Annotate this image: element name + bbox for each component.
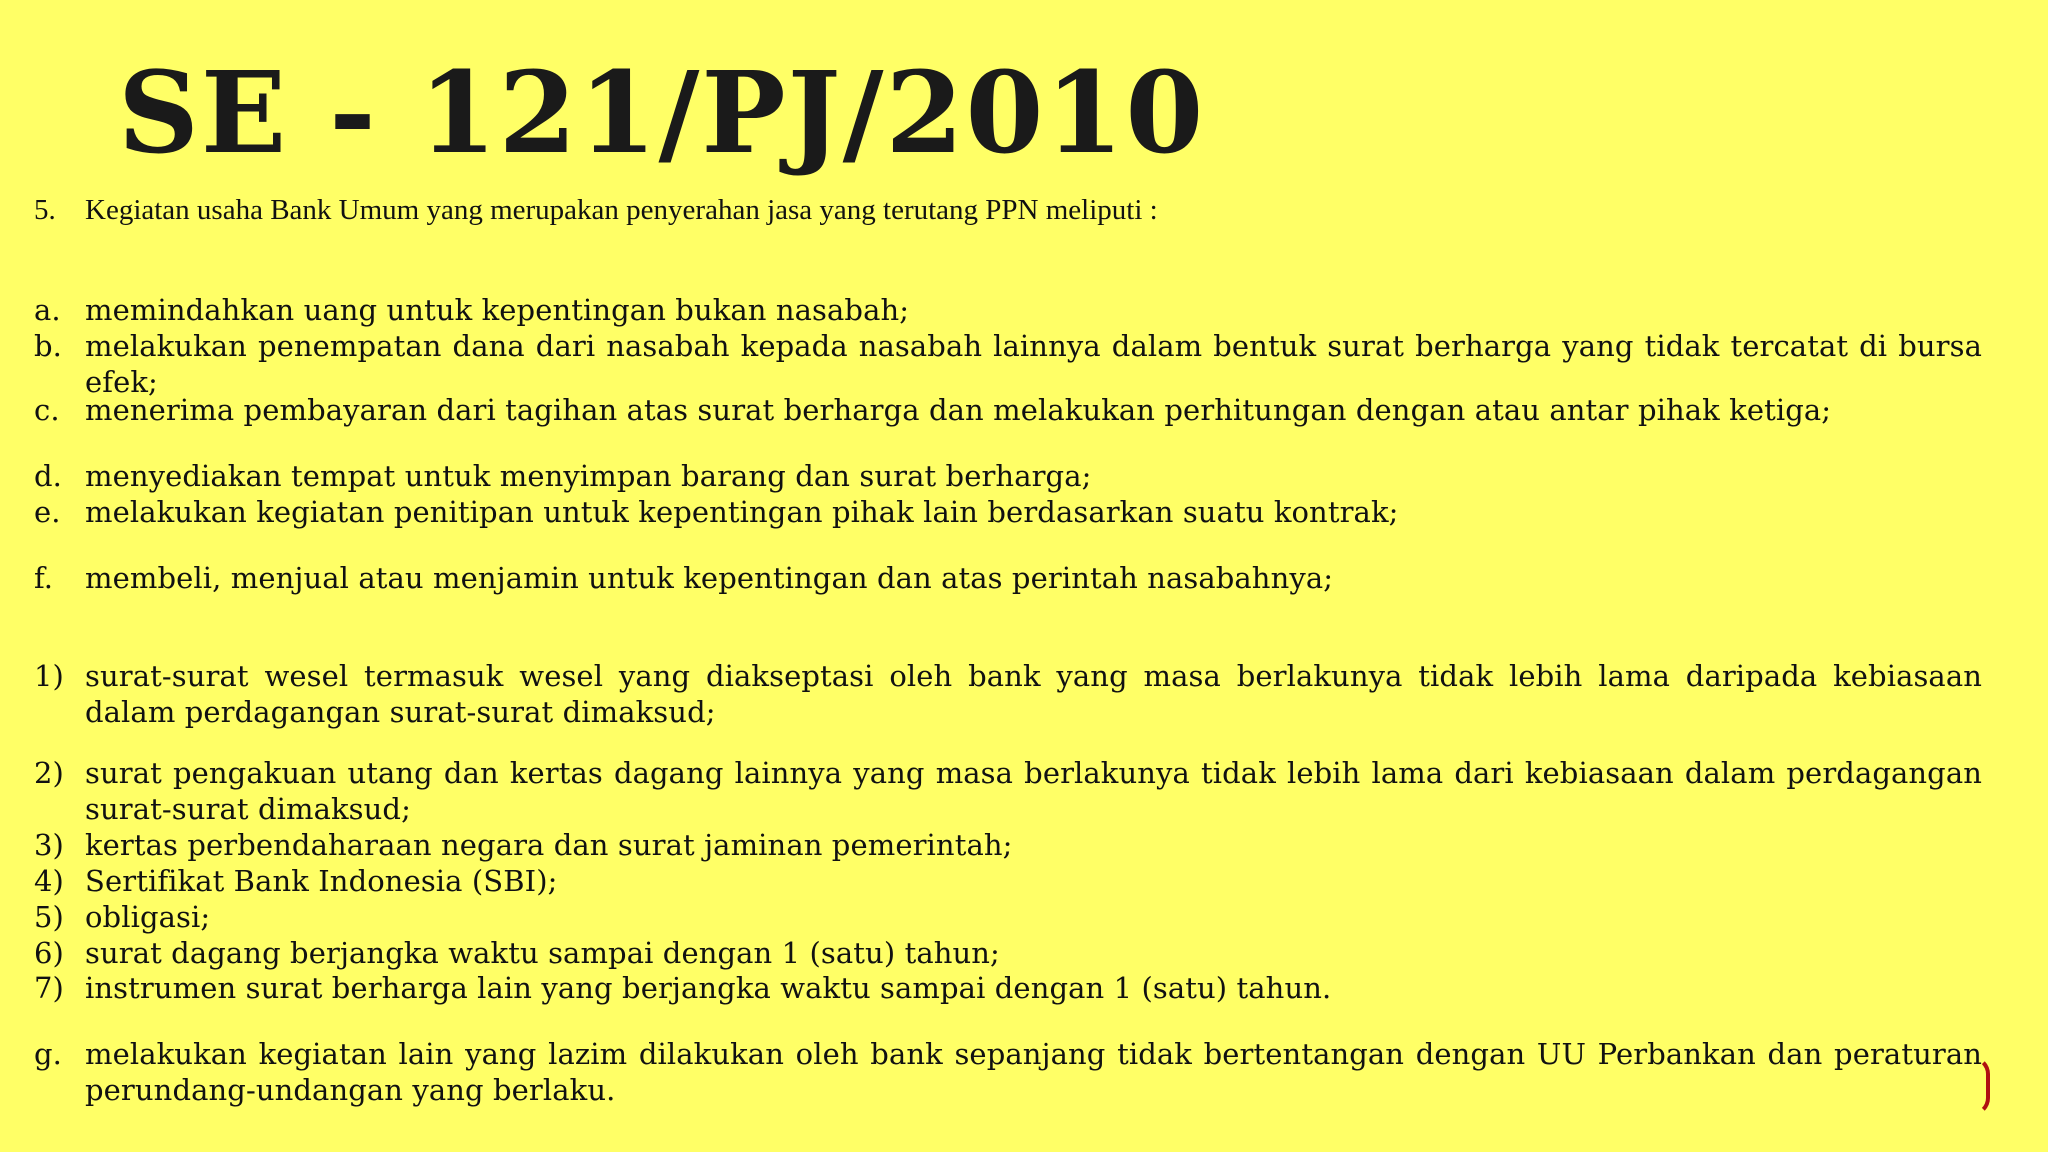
list-text: melakukan penempatan dana dari nasabah kepada nasabah lainnya dalam bentuk surat berharga yang tidak tercatat di bursa efek; [85,329,1982,399]
list-item-g [34,1036,1982,1108]
list-text: obligasi; [85,900,211,934]
page-title: SE - 121/PJ/2010 [118,48,1206,179]
list-text: surat pengakuan utang dan kertas dagang lainnya yang masa berlakunya tidak lebih lama dari kebiasaan dalam perdagangan surat-surat dimaksud; [85,756,1982,826]
list-marker: 4) [34,864,64,898]
list-marker: b. [34,329,62,363]
list-item-b [34,328,1982,400]
list-marker: 5) [34,900,64,934]
decorative-arc-icon [1972,1056,1990,1116]
list-item-4 [34,863,1982,899]
list-item-3 [34,827,1982,863]
list-item-d [34,458,1982,494]
intro-paragraph [34,192,1984,228]
list-marker: a. [34,293,61,327]
list-marker: g. [34,1037,62,1071]
list-marker: e. [34,495,61,529]
list-text: melakukan kegiatan lain yang lazim dilakukan oleh bank sepanjang tidak bertentangan dengan UU Perbankan dan peraturan perundang-undangan yang berlaku. [85,1037,1982,1107]
list-item-2 [34,755,1982,827]
list-item-5 [34,899,1982,935]
list-text: menyediakan tempat untuk menyimpan barang dan surat berharga; [85,459,1092,493]
list-text: melakukan kegiatan penitipan untuk kepentingan pihak lain berdasarkan suatu kontrak; [85,495,1399,529]
list-text: kertas perbendaharaan negara dan surat jaminan pemerintah; [85,828,1013,862]
intro-marker: 5. [34,194,56,226]
list-item-c [34,392,1982,428]
list-text: surat dagang berjangka waktu sampai dengan 1 (satu) tahun; [85,936,1000,970]
list-text: menerima pembayaran dari tagihan atas surat berharga dan melakukan perhitungan dengan atau antar pihak ketiga; [85,393,1832,427]
list-marker: d. [34,459,62,493]
list-item-6 [34,935,1982,971]
list-item-f [34,560,1982,596]
list-item-a [34,292,1982,328]
list-text: surat-surat wesel termasuk wesel yang diakseptasi oleh bank yang masa berlakunya tidak lebih lama daripada kebiasaan dalam perdagangan surat-surat dimaksud; [85,659,1982,729]
list-marker: 3) [34,828,64,862]
list-text: membeli, menjual atau menjamin untuk kepentingan dan atas perintah nasabahnya; [85,561,1334,595]
list-item-7 [34,970,1982,1006]
list-text: memindahkan uang untuk kepentingan bukan nasabah; [85,293,910,327]
list-item-1 [34,658,1982,730]
list-item-e [34,494,1982,530]
list-text: Sertifikat Bank Indonesia (SBI); [85,864,558,898]
list-marker: 6) [34,936,64,970]
list-marker: 1) [34,659,64,693]
list-marker: f. [34,561,54,595]
list-marker: 7) [34,971,64,1005]
list-text: instrumen surat berharga lain yang berjangka waktu sampai dengan 1 (satu) tahun. [85,971,1332,1005]
intro-text: Kegiatan usaha Bank Umum yang merupakan penyerahan jasa yang terutang PPN meliputi : [85,194,1158,226]
list-marker: c. [34,393,60,427]
list-marker: 2) [34,756,64,790]
